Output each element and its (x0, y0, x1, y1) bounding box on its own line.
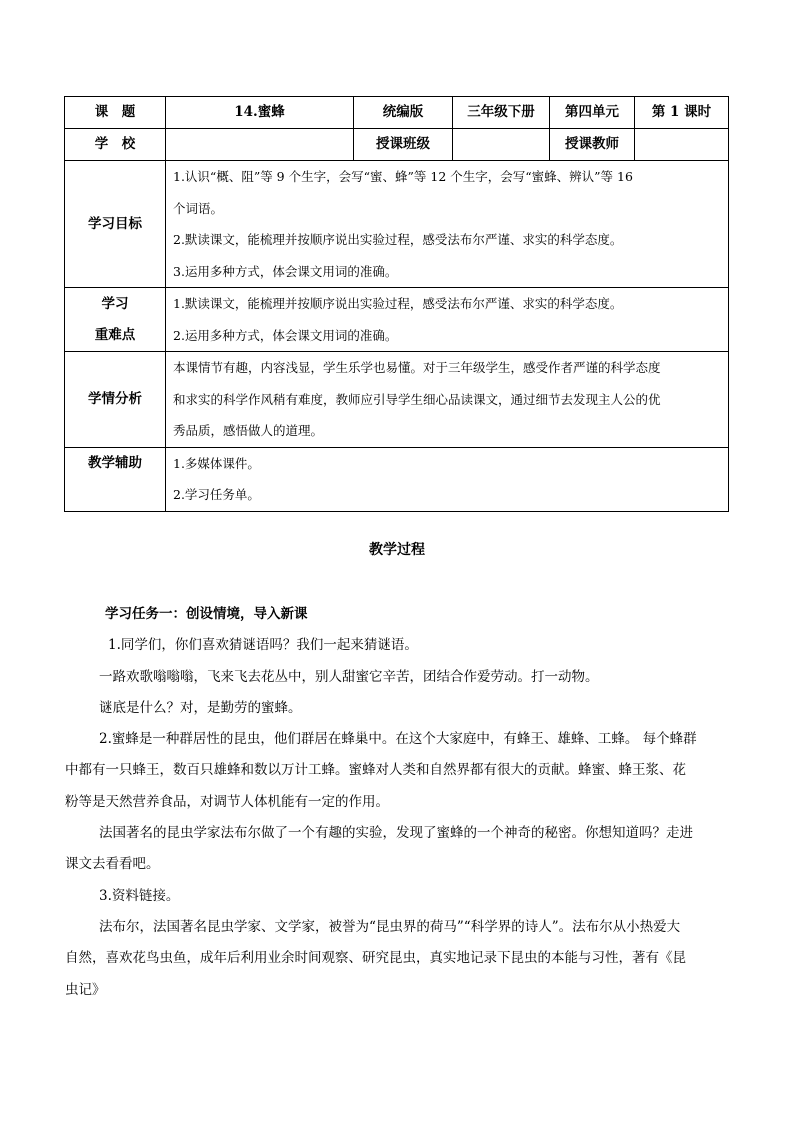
analysis-line: 秀品质，感悟做人的道理。 (173, 423, 324, 438)
body-line: 法布尔，法国著名昆虫学家、文学家，被誉为“昆虫界的荷马”“科学界的诗人”。法布尔从小热爱大 (99, 918, 681, 935)
row-topic (65, 97, 729, 129)
goals-label: 学习目标 (65, 161, 166, 288)
aids-line: 1.多媒体课件。 (173, 455, 260, 471)
body-line: 粉等是天然营养食品，对调节人体机能有一定的作用。 (65, 793, 389, 810)
body-line: 法国著名的昆虫学家法布尔做了一个有趣的实验，发现了蜜蜂的一个神奇的秘密。你想知道吗？走进 (99, 825, 693, 842)
goal-line: 1.认识“概、阻”等 9 个生字，会写“蜜、蜂”等 12 个生字，会写“蜜蜂、辨认”等 16 (173, 169, 633, 184)
row-school (65, 129, 729, 161)
difficulty-label (65, 288, 166, 352)
body-line: 虫记》 (65, 981, 106, 998)
class-value (453, 129, 550, 161)
row-analysis (65, 352, 729, 448)
goal-line: 2.默读课文，能梳理并按顺序说出实验过程，感受法布尔严谨、求实的科学态度。 (173, 232, 623, 247)
body-line: 一路欢歌嗡嗡嗡，飞来飞去花丛中，别人甜蜜它辛苦，团结合作爱劳动。打一动物。 (99, 668, 599, 685)
difficulty-line: 2.运用多种方式，体会课文用词的准确。 (173, 327, 398, 343)
teacher-label: 授课教师 (550, 129, 635, 161)
task-heading: 学习任务一：创设情境，导入新课 (105, 606, 308, 622)
analysis-line: 和求实的科学作风稍有难度，教师应引导学生细心品读课文，通过细节去发现主人公的优 (173, 391, 661, 407)
aids-line: 2.学习任务单。 (173, 487, 260, 502)
analysis-label: 学情分析 (65, 352, 166, 448)
aids-content (166, 447, 729, 511)
difficulty-label-line1: 学习 (101, 295, 129, 312)
body-line: 2.蜜蜂是一种群居性的昆虫，他们群居在蜂巢中。在这个大家庭中，有蜂王、雄蜂、工蜂。 每个蜂群 (99, 731, 697, 748)
process-body (65, 599, 734, 1006)
body-line: 1.同学们，你们喜欢猜谜语吗？我们一起来猜谜语。 (108, 637, 418, 654)
school-label: 学 校 (65, 129, 166, 161)
body-line: 谜底是什么？对，是勤劳的蜜蜂。 (99, 699, 302, 716)
body-line: 课文去看看吧。 (65, 856, 160, 873)
difficulty-label-line2: 重难点 (94, 326, 136, 343)
lesson-title: 14.蜜蜂 (166, 97, 354, 129)
goal-line: 3.运用多种方式，体会课文用词的准确。 (173, 263, 398, 279)
goal-line: 个词语。 (173, 200, 224, 216)
row-aids (65, 447, 729, 511)
teacher-value (635, 129, 729, 161)
period-cell: 第 1 课时 (635, 97, 729, 129)
grade-cell: 三年级下册 (453, 97, 550, 129)
body-line: 自然，喜欢花鸟虫鱼，成年后利用业余时间观察、研究昆虫，真实地记录下昆虫的本能与习性，著有《昆 (65, 950, 686, 967)
body-line: 3.资料链接。 (99, 887, 180, 904)
lesson-info-table (64, 96, 729, 512)
analysis-content (166, 352, 729, 448)
class-label: 授课班级 (354, 129, 453, 161)
edition-cell: 统编版 (354, 97, 453, 129)
topic-label: 课 题 (65, 97, 166, 129)
difficulty-line: 1.默读课文，能梳理并按顺序说出实验过程，感受法布尔严谨、求实的科学态度。 (173, 296, 623, 311)
goals-content (166, 161, 729, 288)
process-title: 教学过程 (369, 542, 425, 558)
unit-cell: 第四单元 (550, 97, 635, 129)
difficulty-content (166, 288, 729, 352)
aids-label: 教学辅助 (65, 447, 166, 511)
school-value (166, 129, 354, 161)
row-difficulty (65, 288, 729, 352)
row-goals (65, 161, 729, 288)
analysis-line: 本课情节有趣，内容浅显，学生乐学也易懂。对于三年级学生，感受作者严谨的科学态度 (173, 360, 661, 375)
body-line: 中都有一只蜂王，数百只雄蜂和数以万计工蜂。蜜蜂对人类和自然界都有很大的贡献。蜂蜜、蜂王浆、花 (65, 762, 686, 779)
